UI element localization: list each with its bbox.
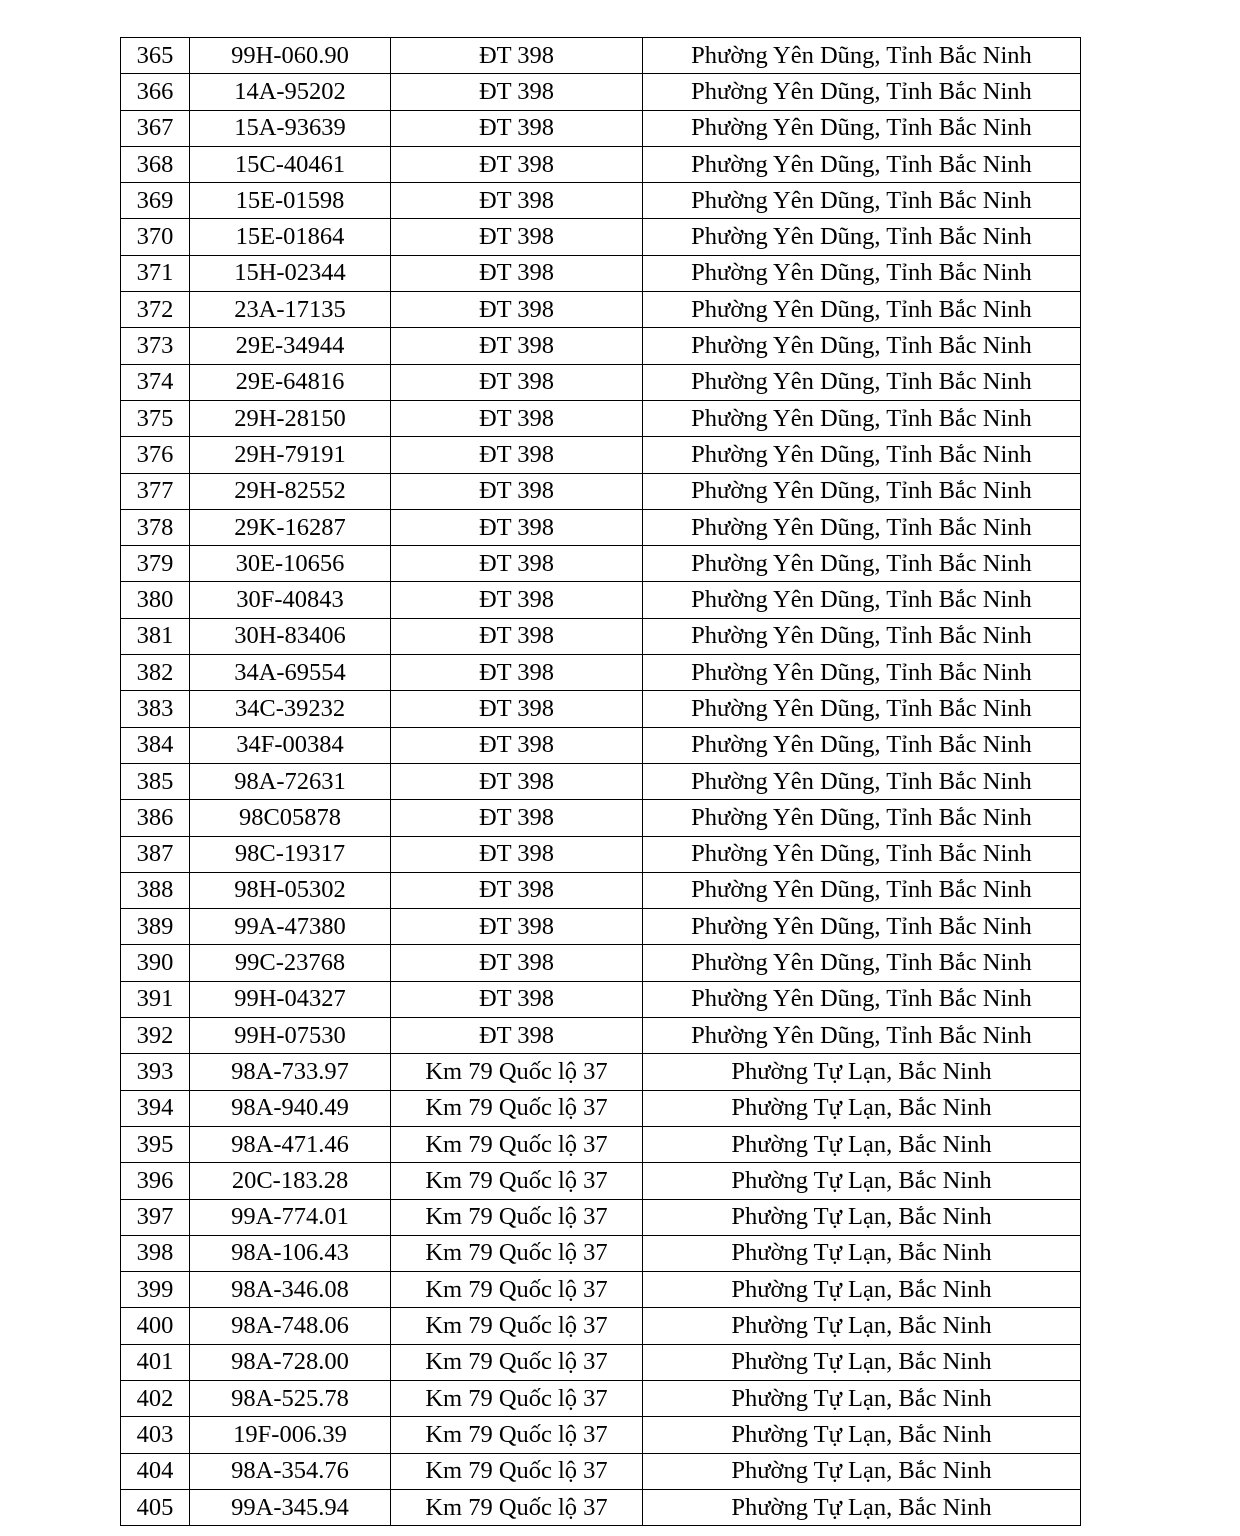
table-row <box>121 1126 1081 1162</box>
cell-location: Phường Yên Dũng, Tỉnh Bắc Ninh <box>643 400 1081 436</box>
cell-road: Km 79 Quốc lộ 37 <box>391 1054 643 1090</box>
cell-sequence-number: 379 <box>121 546 190 582</box>
cell-sequence-number: 403 <box>121 1417 190 1453</box>
cell-location: Phường Yên Dũng, Tỉnh Bắc Ninh <box>643 473 1081 509</box>
cell-road: ĐT 398 <box>391 328 643 364</box>
cell-road: ĐT 398 <box>391 183 643 219</box>
cell-location: Phường Yên Dũng, Tỉnh Bắc Ninh <box>643 727 1081 763</box>
cell-license-plate: 15E-01598 <box>190 183 391 219</box>
cell-location: Phường Yên Dũng, Tỉnh Bắc Ninh <box>643 328 1081 364</box>
table-body <box>121 38 1081 1526</box>
cell-road: Km 79 Quốc lộ 37 <box>391 1199 643 1235</box>
cell-location: Phường Yên Dũng, Tỉnh Bắc Ninh <box>643 146 1081 182</box>
cell-license-plate: 29K-16287 <box>190 509 391 545</box>
cell-sequence-number: 389 <box>121 909 190 945</box>
cell-location: Phường Tự Lạn, Bắc Ninh <box>643 1308 1081 1344</box>
cell-license-plate: 34F-00384 <box>190 727 391 763</box>
table-row <box>121 219 1081 255</box>
table-row <box>121 74 1081 110</box>
table-row <box>121 618 1081 654</box>
cell-location: Phường Tự Lạn, Bắc Ninh <box>643 1453 1081 1489</box>
cell-location: Phường Yên Dũng, Tỉnh Bắc Ninh <box>643 546 1081 582</box>
cell-road: ĐT 398 <box>391 255 643 291</box>
table-row <box>121 1090 1081 1126</box>
cell-sequence-number: 380 <box>121 582 190 618</box>
table-row <box>121 836 1081 872</box>
cell-sequence-number: 369 <box>121 183 190 219</box>
cell-license-plate: 98A-525.78 <box>190 1380 391 1416</box>
cell-sequence-number: 397 <box>121 1199 190 1235</box>
cell-location: Phường Tự Lạn, Bắc Ninh <box>643 1126 1081 1162</box>
cell-license-plate: 29H-28150 <box>190 400 391 436</box>
cell-location: Phường Yên Dũng, Tỉnh Bắc Ninh <box>643 110 1081 146</box>
cell-sequence-number: 366 <box>121 74 190 110</box>
cell-license-plate: 98A-354.76 <box>190 1453 391 1489</box>
cell-sequence-number: 396 <box>121 1163 190 1199</box>
cell-road: ĐT 398 <box>391 763 643 799</box>
cell-sequence-number: 391 <box>121 981 190 1017</box>
cell-license-plate: 98A-733.97 <box>190 1054 391 1090</box>
cell-license-plate: 98A-72631 <box>190 763 391 799</box>
cell-license-plate: 15E-01864 <box>190 219 391 255</box>
table-row <box>121 945 1081 981</box>
cell-sequence-number: 371 <box>121 255 190 291</box>
cell-location: Phường Yên Dũng, Tỉnh Bắc Ninh <box>643 945 1081 981</box>
cell-sequence-number: 400 <box>121 1308 190 1344</box>
cell-license-plate: 98A-106.43 <box>190 1235 391 1271</box>
cell-location: Phường Tự Lạn, Bắc Ninh <box>643 1235 1081 1271</box>
cell-sequence-number: 387 <box>121 836 190 872</box>
cell-location: Phường Yên Dũng, Tỉnh Bắc Ninh <box>643 691 1081 727</box>
cell-license-plate: 99A-47380 <box>190 909 391 945</box>
cell-location: Phường Yên Dũng, Tỉnh Bắc Ninh <box>643 655 1081 691</box>
table-row <box>121 1344 1081 1380</box>
cell-location: Phường Yên Dũng, Tỉnh Bắc Ninh <box>643 292 1081 328</box>
cell-location: Phường Yên Dũng, Tỉnh Bắc Ninh <box>643 74 1081 110</box>
table-row <box>121 655 1081 691</box>
table-row <box>121 183 1081 219</box>
cell-sequence-number: 393 <box>121 1054 190 1090</box>
cell-road: ĐT 398 <box>391 110 643 146</box>
cell-location: Phường Tự Lạn, Bắc Ninh <box>643 1380 1081 1416</box>
cell-road: ĐT 398 <box>391 909 643 945</box>
table-row <box>121 328 1081 364</box>
table-row <box>121 582 1081 618</box>
cell-road: ĐT 398 <box>391 655 643 691</box>
cell-license-plate: 98C05878 <box>190 800 391 836</box>
cell-road: ĐT 398 <box>391 981 643 1017</box>
cell-license-plate: 99H-060.90 <box>190 38 391 74</box>
cell-road: ĐT 398 <box>391 437 643 473</box>
cell-road: Km 79 Quốc lộ 37 <box>391 1344 643 1380</box>
cell-road: ĐT 398 <box>391 1018 643 1054</box>
cell-license-plate: 98A-748.06 <box>190 1308 391 1344</box>
table-row <box>121 110 1081 146</box>
table-row <box>121 1308 1081 1344</box>
table-row <box>121 1054 1081 1090</box>
cell-sequence-number: 399 <box>121 1272 190 1308</box>
cell-road: Km 79 Quốc lộ 37 <box>391 1308 643 1344</box>
cell-road: ĐT 398 <box>391 945 643 981</box>
cell-location: Phường Yên Dũng, Tỉnh Bắc Ninh <box>643 981 1081 1017</box>
cell-license-plate: 99H-07530 <box>190 1018 391 1054</box>
cell-road: Km 79 Quốc lộ 37 <box>391 1453 643 1489</box>
cell-location: Phường Yên Dũng, Tỉnh Bắc Ninh <box>643 183 1081 219</box>
cell-license-plate: 19F-006.39 <box>190 1417 391 1453</box>
table-row <box>121 146 1081 182</box>
cell-location: Phường Yên Dũng, Tỉnh Bắc Ninh <box>643 872 1081 908</box>
cell-license-plate: 29H-79191 <box>190 437 391 473</box>
cell-road: ĐT 398 <box>391 836 643 872</box>
cell-sequence-number: 365 <box>121 38 190 74</box>
cell-road: ĐT 398 <box>391 400 643 436</box>
cell-license-plate: 29H-82552 <box>190 473 391 509</box>
cell-license-plate: 34A-69554 <box>190 655 391 691</box>
cell-sequence-number: 405 <box>121 1489 190 1525</box>
cell-road: ĐT 398 <box>391 582 643 618</box>
cell-sequence-number: 402 <box>121 1380 190 1416</box>
violation-table <box>120 37 1081 1526</box>
cell-road: ĐT 398 <box>391 509 643 545</box>
cell-location: Phường Yên Dũng, Tỉnh Bắc Ninh <box>643 582 1081 618</box>
cell-location: Phường Tự Lạn, Bắc Ninh <box>643 1090 1081 1126</box>
cell-sequence-number: 385 <box>121 763 190 799</box>
cell-license-plate: 98C-19317 <box>190 836 391 872</box>
table-row <box>121 1380 1081 1416</box>
cell-sequence-number: 386 <box>121 800 190 836</box>
table-row <box>121 400 1081 436</box>
cell-sequence-number: 390 <box>121 945 190 981</box>
cell-sequence-number: 378 <box>121 509 190 545</box>
table-row <box>121 981 1081 1017</box>
table-row <box>121 1163 1081 1199</box>
cell-license-plate: 30E-10656 <box>190 546 391 582</box>
cell-location: Phường Tự Lạn, Bắc Ninh <box>643 1163 1081 1199</box>
table-row <box>121 1272 1081 1308</box>
cell-license-plate: 99A-774.01 <box>190 1199 391 1235</box>
cell-location: Phường Yên Dũng, Tỉnh Bắc Ninh <box>643 219 1081 255</box>
cell-sequence-number: 398 <box>121 1235 190 1271</box>
cell-sequence-number: 383 <box>121 691 190 727</box>
cell-sequence-number: 381 <box>121 618 190 654</box>
cell-sequence-number: 372 <box>121 292 190 328</box>
cell-sequence-number: 368 <box>121 146 190 182</box>
cell-road: ĐT 398 <box>391 473 643 509</box>
cell-sequence-number: 370 <box>121 219 190 255</box>
cell-license-plate: 99A-345.94 <box>190 1489 391 1525</box>
cell-road: ĐT 398 <box>391 292 643 328</box>
cell-location: Phường Yên Dũng, Tỉnh Bắc Ninh <box>643 800 1081 836</box>
cell-road: Km 79 Quốc lộ 37 <box>391 1126 643 1162</box>
table-row <box>121 1199 1081 1235</box>
cell-license-plate: 15H-02344 <box>190 255 391 291</box>
cell-location: Phường Tự Lạn, Bắc Ninh <box>643 1054 1081 1090</box>
cell-license-plate: 99C-23768 <box>190 945 391 981</box>
cell-location: Phường Yên Dũng, Tỉnh Bắc Ninh <box>643 364 1081 400</box>
cell-road: ĐT 398 <box>391 727 643 763</box>
table-row <box>121 255 1081 291</box>
table-row <box>121 872 1081 908</box>
cell-sequence-number: 377 <box>121 473 190 509</box>
table-row <box>121 691 1081 727</box>
cell-road: Km 79 Quốc lộ 37 <box>391 1090 643 1126</box>
cell-sequence-number: 375 <box>121 400 190 436</box>
cell-sequence-number: 376 <box>121 437 190 473</box>
cell-license-plate: 30H-83406 <box>190 618 391 654</box>
cell-location: Phường Yên Dũng, Tỉnh Bắc Ninh <box>643 836 1081 872</box>
cell-license-plate: 98A-728.00 <box>190 1344 391 1380</box>
cell-sequence-number: 392 <box>121 1018 190 1054</box>
cell-road: Km 79 Quốc lộ 37 <box>391 1417 643 1453</box>
cell-location: Phường Yên Dũng, Tỉnh Bắc Ninh <box>643 437 1081 473</box>
table-row <box>121 292 1081 328</box>
cell-location: Phường Yên Dũng, Tỉnh Bắc Ninh <box>643 1018 1081 1054</box>
cell-license-plate: 14A-95202 <box>190 74 391 110</box>
table-row <box>121 1235 1081 1271</box>
table-row <box>121 364 1081 400</box>
cell-license-plate: 98H-05302 <box>190 872 391 908</box>
table-row <box>121 473 1081 509</box>
table-row <box>121 1018 1081 1054</box>
cell-sequence-number: 382 <box>121 655 190 691</box>
cell-sequence-number: 388 <box>121 872 190 908</box>
cell-sequence-number: 404 <box>121 1453 190 1489</box>
cell-license-plate: 98A-471.46 <box>190 1126 391 1162</box>
cell-license-plate: 99H-04327 <box>190 981 391 1017</box>
cell-location: Phường Yên Dũng, Tỉnh Bắc Ninh <box>643 618 1081 654</box>
cell-location: Phường Tự Lạn, Bắc Ninh <box>643 1344 1081 1380</box>
table-row <box>121 763 1081 799</box>
table-row <box>121 727 1081 763</box>
cell-location: Phường Yên Dũng, Tỉnh Bắc Ninh <box>643 38 1081 74</box>
cell-location: Phường Yên Dũng, Tỉnh Bắc Ninh <box>643 763 1081 799</box>
cell-sequence-number: 401 <box>121 1344 190 1380</box>
cell-road: ĐT 398 <box>391 872 643 908</box>
cell-road: Km 79 Quốc lộ 37 <box>391 1235 643 1271</box>
cell-road: ĐT 398 <box>391 146 643 182</box>
cell-location: Phường Yên Dũng, Tỉnh Bắc Ninh <box>643 255 1081 291</box>
cell-road: Km 79 Quốc lộ 37 <box>391 1489 643 1525</box>
table-row <box>121 546 1081 582</box>
table-row <box>121 1453 1081 1489</box>
cell-location: Phường Tự Lạn, Bắc Ninh <box>643 1199 1081 1235</box>
cell-license-plate: 15A-93639 <box>190 110 391 146</box>
cell-license-plate: 15C-40461 <box>190 146 391 182</box>
cell-location: Phường Yên Dũng, Tỉnh Bắc Ninh <box>643 909 1081 945</box>
cell-road: ĐT 398 <box>391 364 643 400</box>
cell-road: ĐT 398 <box>391 691 643 727</box>
cell-license-plate: 98A-346.08 <box>190 1272 391 1308</box>
cell-sequence-number: 394 <box>121 1090 190 1126</box>
cell-location: Phường Yên Dũng, Tỉnh Bắc Ninh <box>643 509 1081 545</box>
cell-license-plate: 20C-183.28 <box>190 1163 391 1199</box>
cell-sequence-number: 373 <box>121 328 190 364</box>
cell-road: ĐT 398 <box>391 800 643 836</box>
cell-location: Phường Tự Lạn, Bắc Ninh <box>643 1272 1081 1308</box>
table-row <box>121 800 1081 836</box>
cell-road: ĐT 398 <box>391 38 643 74</box>
table-row <box>121 38 1081 74</box>
table-row <box>121 909 1081 945</box>
cell-license-plate: 29E-34944 <box>190 328 391 364</box>
cell-road: ĐT 398 <box>391 618 643 654</box>
cell-sequence-number: 374 <box>121 364 190 400</box>
table-row <box>121 509 1081 545</box>
cell-road: Km 79 Quốc lộ 37 <box>391 1163 643 1199</box>
cell-road: Km 79 Quốc lộ 37 <box>391 1272 643 1308</box>
cell-location: Phường Tự Lạn, Bắc Ninh <box>643 1489 1081 1525</box>
cell-sequence-number: 395 <box>121 1126 190 1162</box>
cell-location: Phường Tự Lạn, Bắc Ninh <box>643 1417 1081 1453</box>
cell-license-plate: 29E-64816 <box>190 364 391 400</box>
cell-license-plate: 23A-17135 <box>190 292 391 328</box>
table-row <box>121 1489 1081 1525</box>
cell-road: ĐT 398 <box>391 219 643 255</box>
cell-sequence-number: 367 <box>121 110 190 146</box>
table-row <box>121 1417 1081 1453</box>
cell-sequence-number: 384 <box>121 727 190 763</box>
cell-license-plate: 30F-40843 <box>190 582 391 618</box>
cell-road: Km 79 Quốc lộ 37 <box>391 1380 643 1416</box>
cell-license-plate: 34C-39232 <box>190 691 391 727</box>
cell-license-plate: 98A-940.49 <box>190 1090 391 1126</box>
cell-road: ĐT 398 <box>391 74 643 110</box>
table-row <box>121 437 1081 473</box>
cell-road: ĐT 398 <box>391 546 643 582</box>
